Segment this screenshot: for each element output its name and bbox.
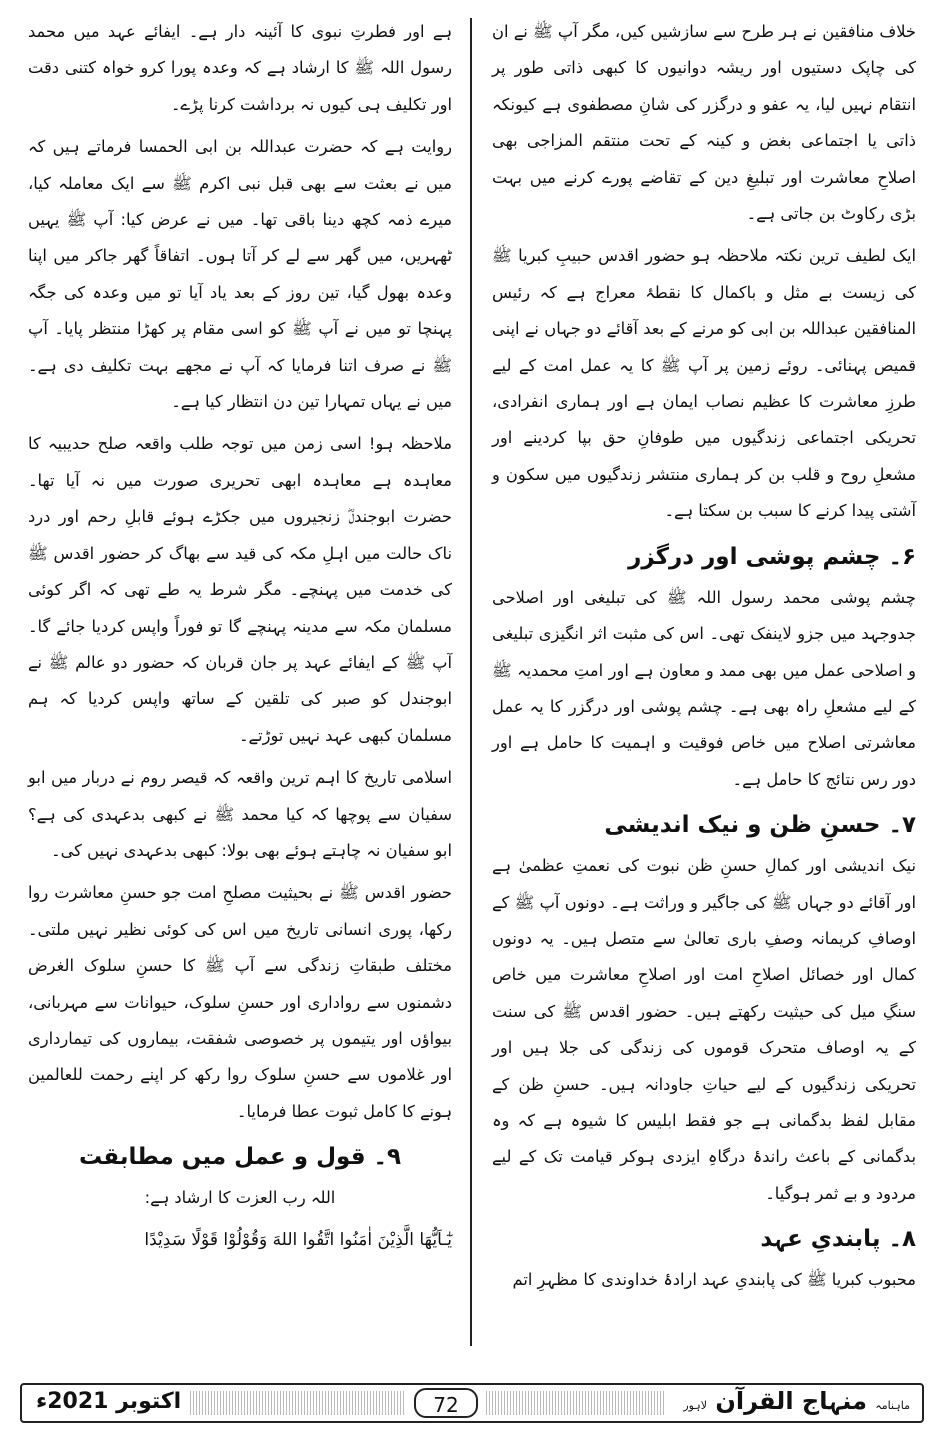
magazine-name: منہاج القرآن: [715, 1387, 867, 1415]
paragraph: روایت ہے کہ حضرت عبداللہ بن ابی الحمسا فرماتے ہیں کہ میں نے بعثت سے بھی قبل نبی اکرم ﷺ سے ایک معاملہ کیا، میرے ذمہ کچھ دینا باقی تھا۔ میں نے عرض کیا: آپ ﷺ یہیں ٹھہریں، میں گھر سے لے کر آتا ہوں۔ اتفاقاً گھر جاکر میں اپنا وعدہ بھول گیا، تین روز کے بعد یاد آیا تو میں وعدہ کی جگہ پہنچا تو میں نے آپ ﷺ کو اسی مقام پر کھڑا منتظر پایا۔ آپ ﷺ نے صرف اتنا فرمایا کہ آپ نے مجھے بہت تکلیف دی ہے۔ میں نے یہاں تمہارا تین دن انتظار کیا ہے۔: [28, 137, 452, 412]
paragraph: محبوب کبریا ﷺ کی پابندیِ عہد ارادۂ خداوندی کا مظہرِ اتم: [512, 1270, 916, 1290]
paragraph: نیک اندیشی اور کمالِ حسنِ ظن نبوت کی نعمتِ عظمیٰ ہے اور آقائے دو جہاں ﷺ کی جاگیر و وراثت ہے۔ دونوں آپ ﷺ کے اوصافِ کریمانہ وصفِ باری تعالیٰ سے متصل ہیں۔ یہ دونوں کمال اور خصائل اصلاحِ امت اور اصلاحِ معاشرت میں خاص سنگِ میل کی حیثیت رکھتے ہیں۔ حضور اقدس ﷺ کی سنت کے یہ اوصاف متحرک قوموں کی زندگی کی جلا ہیں اور تحریکی زندگیوں کے لیے حیاتِ جاودانہ ہیں۔ حسنِ ظن کے مقابل لفظ بدگمانی ہے جو فقط ابلیس کا شیوہ ہے کہ وہ بدگمانی کے باعث راندۂ درگاہِ ایزدی ہوکر قیامت تک کے لیے مردود و بے ثمر ہوگیا۔: [492, 856, 916, 1203]
paragraph: ملاحظہ ہو! اسی زمن میں توجہ طلب واقعہ صلح حدیبیہ کا معاہدہ ہے معاہدہ ابھی تحریری صورت میں نہ آیا تھا۔ حضرت ابوجندلؓ زنجیروں میں جکڑے ہوئے قابلِ رحم اور درد ناک حالت میں اہلِ مکہ کی قید سے بھاگ کر حضور اقدس ﷺ کی خدمت میں پہنچے۔ مگر شرط یہ طے تھی کہ اگر کوئی مسلمان مکہ سے مدینہ پہنچے گا تو فوراً واپس کردیا جائے گا۔ آپ ﷺ کے ایفائے عہد پر جان قربان کہ حضور دو عالم ﷺ نے ابوجندل کو صبر کی تلقین کے ساتھ واپس کردیا کہ ہم مسلمان کبھی عہد نہیں توڑتے۔: [28, 434, 452, 745]
magazine-logo: [683, 1387, 910, 1415]
section-heading-6: ۶۔ چشم پوشی اور درگزر: [628, 543, 916, 570]
section-heading-9: ۹۔ قول و عمل میں مطابقت: [78, 1144, 402, 1171]
paragraph: خلاف منافقین نے ہر طرح سے سازشیں کیں، مگر آپ ﷺ نے ان کی چاپک دستیوں اور ریشہ دوانیوں کا کبھی ذاتی طور پر انتقام نہیں لیا، یہ عفو و درگزر کی شانِ مصطفوی ہے کیونکہ ذاتی یا اجتماعی بغض و کینہ کے تحت منتقم المزاجی بھی اصلاحِ معاشرت اور تبلیغِ دین کے تقاضے پورے کرنے میں بہت بڑی رکاوٹ بن جاتی ہے۔: [492, 22, 916, 224]
decorative-band: [190, 1391, 406, 1415]
paragraph: چشم پوشی محمد رسول اللہ ﷺ کی تبلیغی اور اصلاحی جدوجہد میں جزو لاینفک تھی۔ اس کی مثبت اثر انگیزی تبلیغی و اصلاحی عمل میں بھی ممد و معاون ہے اور امتِ محمدیہ ﷺ کے لیے مشعلِ راہ بھی ہے۔ چشم پوشی اور درگزر کا یہ عمل معاشرتی اصلاح میں خاص فوقیت و اہمیت کا حامل ہے اور دور رس نتائج کا حامل ہے۔: [492, 587, 916, 789]
column-divider: [470, 18, 472, 1346]
logo-label: ماہنامہ: [875, 1399, 910, 1412]
paragraph: اسلامی تاریخ کا اہم ترین واقعہ کہ قیصر روم نے دربار میں ابو سفیان سے پوچھا کہ کیا محمد ﷺ نے کبھی بدعہدی کی ہے؟ ابو سفیان نہ چاہتے ہوئے بھی بولا: کبھی بدعہدی نہیں کی۔: [28, 768, 452, 860]
section-heading-7: ۷۔ حسنِ ظن و نیک اندیشی: [604, 812, 916, 839]
section-heading-8: ۸۔ پابندیِ عہد: [760, 1226, 916, 1253]
paragraph: ایک لطیف ترین نکتہ ملاحظہ ہو حضور اقدس حبیبِ کبریا ﷺ کی زیست بے مثل و باکمال کا نقطۂ معراج ہے کہ رئیس المنافقین عبداللہ بن ابی کو مرنے کے بعد آقائے دو جہاں نے اپنی قمیص پہنائی۔ روئے زمین پر آپ ﷺ کا یہ عمل امت کے لیے طرزِ معاشرت کا عظیم نصاب ایمان ہے اور ہماری انفرادی، تحریکی اجتماعی زندگیوں میں طوفانِ حق بپا کردینے اور مشعلِ روح و قلب بن کر ہماری منتشر زندگیوں میں سکون و آشتی پیدا کرنے کا سبب بن سکتا ہے۔: [492, 246, 916, 521]
paragraph: حضور اقدس ﷺ نے بحیثیت مصلحِ امت جو حسنِ معاشرت روا رکھا، پوری انسانی تاریخ میں اس کی کوئی نظیر نہیں ملتی۔ مختلف طبقاتِ زندگی سے آپ ﷺ کا حسنِ سلوک الغرض دشمنوں سے رواداری اور حسنِ سلوک، حیوانات سے مہربانی، بیواؤں اور یتیموں پر خصوصی شفقت، بیماروں کی تیمارداری اور غلاموں سے حسنِ سلوک روا رکھ کر اپنے رحمت للعالمین ہونے کا کامل ثبوت عطا فرمایا۔: [28, 883, 452, 1121]
decorative-band: [486, 1391, 666, 1415]
right-column: [492, 14, 916, 1305]
page-number: 72: [414, 1388, 478, 1418]
issue-date: اکتوبر 2021ء: [36, 1389, 182, 1414]
verse-intro: اللہ رب العزت کا ارشاد ہے:: [144, 1188, 336, 1208]
left-column: [28, 14, 452, 1257]
quran-verse: یٰٓـاَیُّھَا الَّذِیْنَ اٰمَنُوا اتَّقُوا اللهَ وَقُوْلُوْا قَوْلًا سَدِیْدًا: [144, 1229, 452, 1250]
page-footer: [20, 1383, 924, 1423]
logo-city: لاہور: [683, 1399, 708, 1412]
paragraph: ہے اور فطرتِ نبوی کا آئینہ دار ہے۔ ایفائے عہد میں محمد رسول اللہ ﷺ کا ارشاد ہے کہ وعدہ پورا کرو خواہ کتنی دقت اور تکلیف ہی کیوں نہ برداشت کرنا پڑے۔: [28, 22, 452, 114]
